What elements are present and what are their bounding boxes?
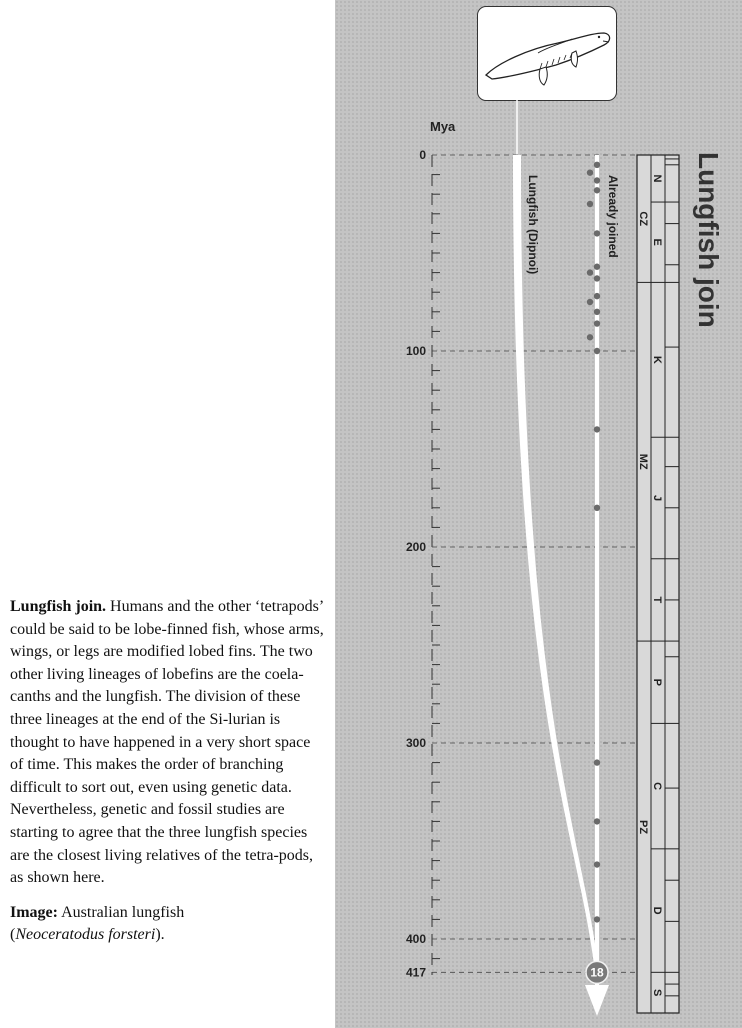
- joined-dot: [594, 177, 600, 183]
- joined-dot: [594, 818, 600, 824]
- tick-label: 400: [405, 932, 426, 946]
- minor-ticks: [432, 175, 440, 959]
- joined-dot: [594, 187, 600, 193]
- caption: [10, 596, 326, 947]
- period-label: J: [651, 494, 663, 502]
- joined-dot: [594, 264, 600, 270]
- tick-label: 100: [405, 344, 426, 358]
- joined-dot: [594, 320, 600, 326]
- caption-paragraph: [10, 596, 326, 890]
- join-node-number: 18: [590, 965, 604, 980]
- joined-dot: [594, 861, 600, 867]
- caption-lead: Lungfish join.: [10, 598, 107, 615]
- period-label: E: [651, 238, 663, 246]
- joined-dot: [594, 348, 600, 354]
- lungfish-lineage-branch: [513, 155, 599, 972]
- image-credit: [10, 902, 326, 947]
- tick-label: 300: [405, 736, 426, 750]
- era-label: MZ: [637, 453, 649, 470]
- joined-dot: [587, 169, 593, 175]
- period-label: P: [651, 678, 663, 686]
- period-label: D: [651, 906, 663, 915]
- image-credit-close: ).: [155, 926, 165, 944]
- joined-dot: [587, 269, 593, 275]
- image-credit-open: (: [10, 926, 16, 944]
- joined-dot: [594, 230, 600, 236]
- geologic-timescale-bar: [637, 155, 679, 1013]
- image-credit-text: Australian lungfish: [57, 903, 185, 921]
- already-joined-label: Already joined: [606, 175, 620, 258]
- joined-dot: [594, 426, 600, 432]
- period-label: S: [651, 988, 663, 997]
- period-label: K: [651, 355, 663, 364]
- joined-dot: [594, 505, 600, 511]
- joined-dot: [587, 201, 593, 207]
- chart-title: Lungfish join: [693, 152, 724, 328]
- caption-body: Humans and the other ‘tetrapods’ could be said to be lobe-finned fish, whose arms, wings, or legs are modified lobed fins. The two other living lineages of lobefins are the coela-canths and the lungfish. The division of these three lineages at the end of the Si-lurian is thought to have happened in a very short space of time. This makes the order of branching difficult to sort out, even using genetic data. Nevertheless, genetic and fossil studies are starting to agree that the three lungfish species are the closest living relatives of the tetra-pods, as shown here.: [10, 598, 324, 887]
- joined-dot: [594, 293, 600, 299]
- joined-dot: [594, 309, 600, 315]
- period-label: C: [651, 782, 663, 791]
- era-label: CZ: [637, 211, 649, 227]
- era-label: PZ: [637, 820, 649, 835]
- period-label: T: [651, 596, 663, 604]
- axis-unit-label: Mya: [430, 119, 456, 134]
- lineage-label: Lungfish (Dipnoi): [526, 175, 540, 275]
- joined-dot: [594, 916, 600, 922]
- tick-label: 0: [419, 148, 426, 162]
- joined-dot: [587, 334, 593, 340]
- joined-dot: [587, 299, 593, 305]
- trunk-arrowhead: [585, 985, 609, 1016]
- tick-label: 200: [405, 540, 426, 554]
- joined-dot: [594, 275, 600, 281]
- period-label: N: [651, 174, 663, 183]
- join-node: [586, 961, 608, 983]
- timeline-panel: [335, 0, 742, 1028]
- joined-dot: [594, 162, 600, 168]
- image-credit-label: Image:: [10, 903, 58, 921]
- lungfish-timeline-chart: [335, 0, 742, 1028]
- joined-dot: [594, 759, 600, 765]
- image-credit-species: Neoceratodus forsteri: [15, 926, 156, 944]
- tick-label: 417: [405, 965, 426, 980]
